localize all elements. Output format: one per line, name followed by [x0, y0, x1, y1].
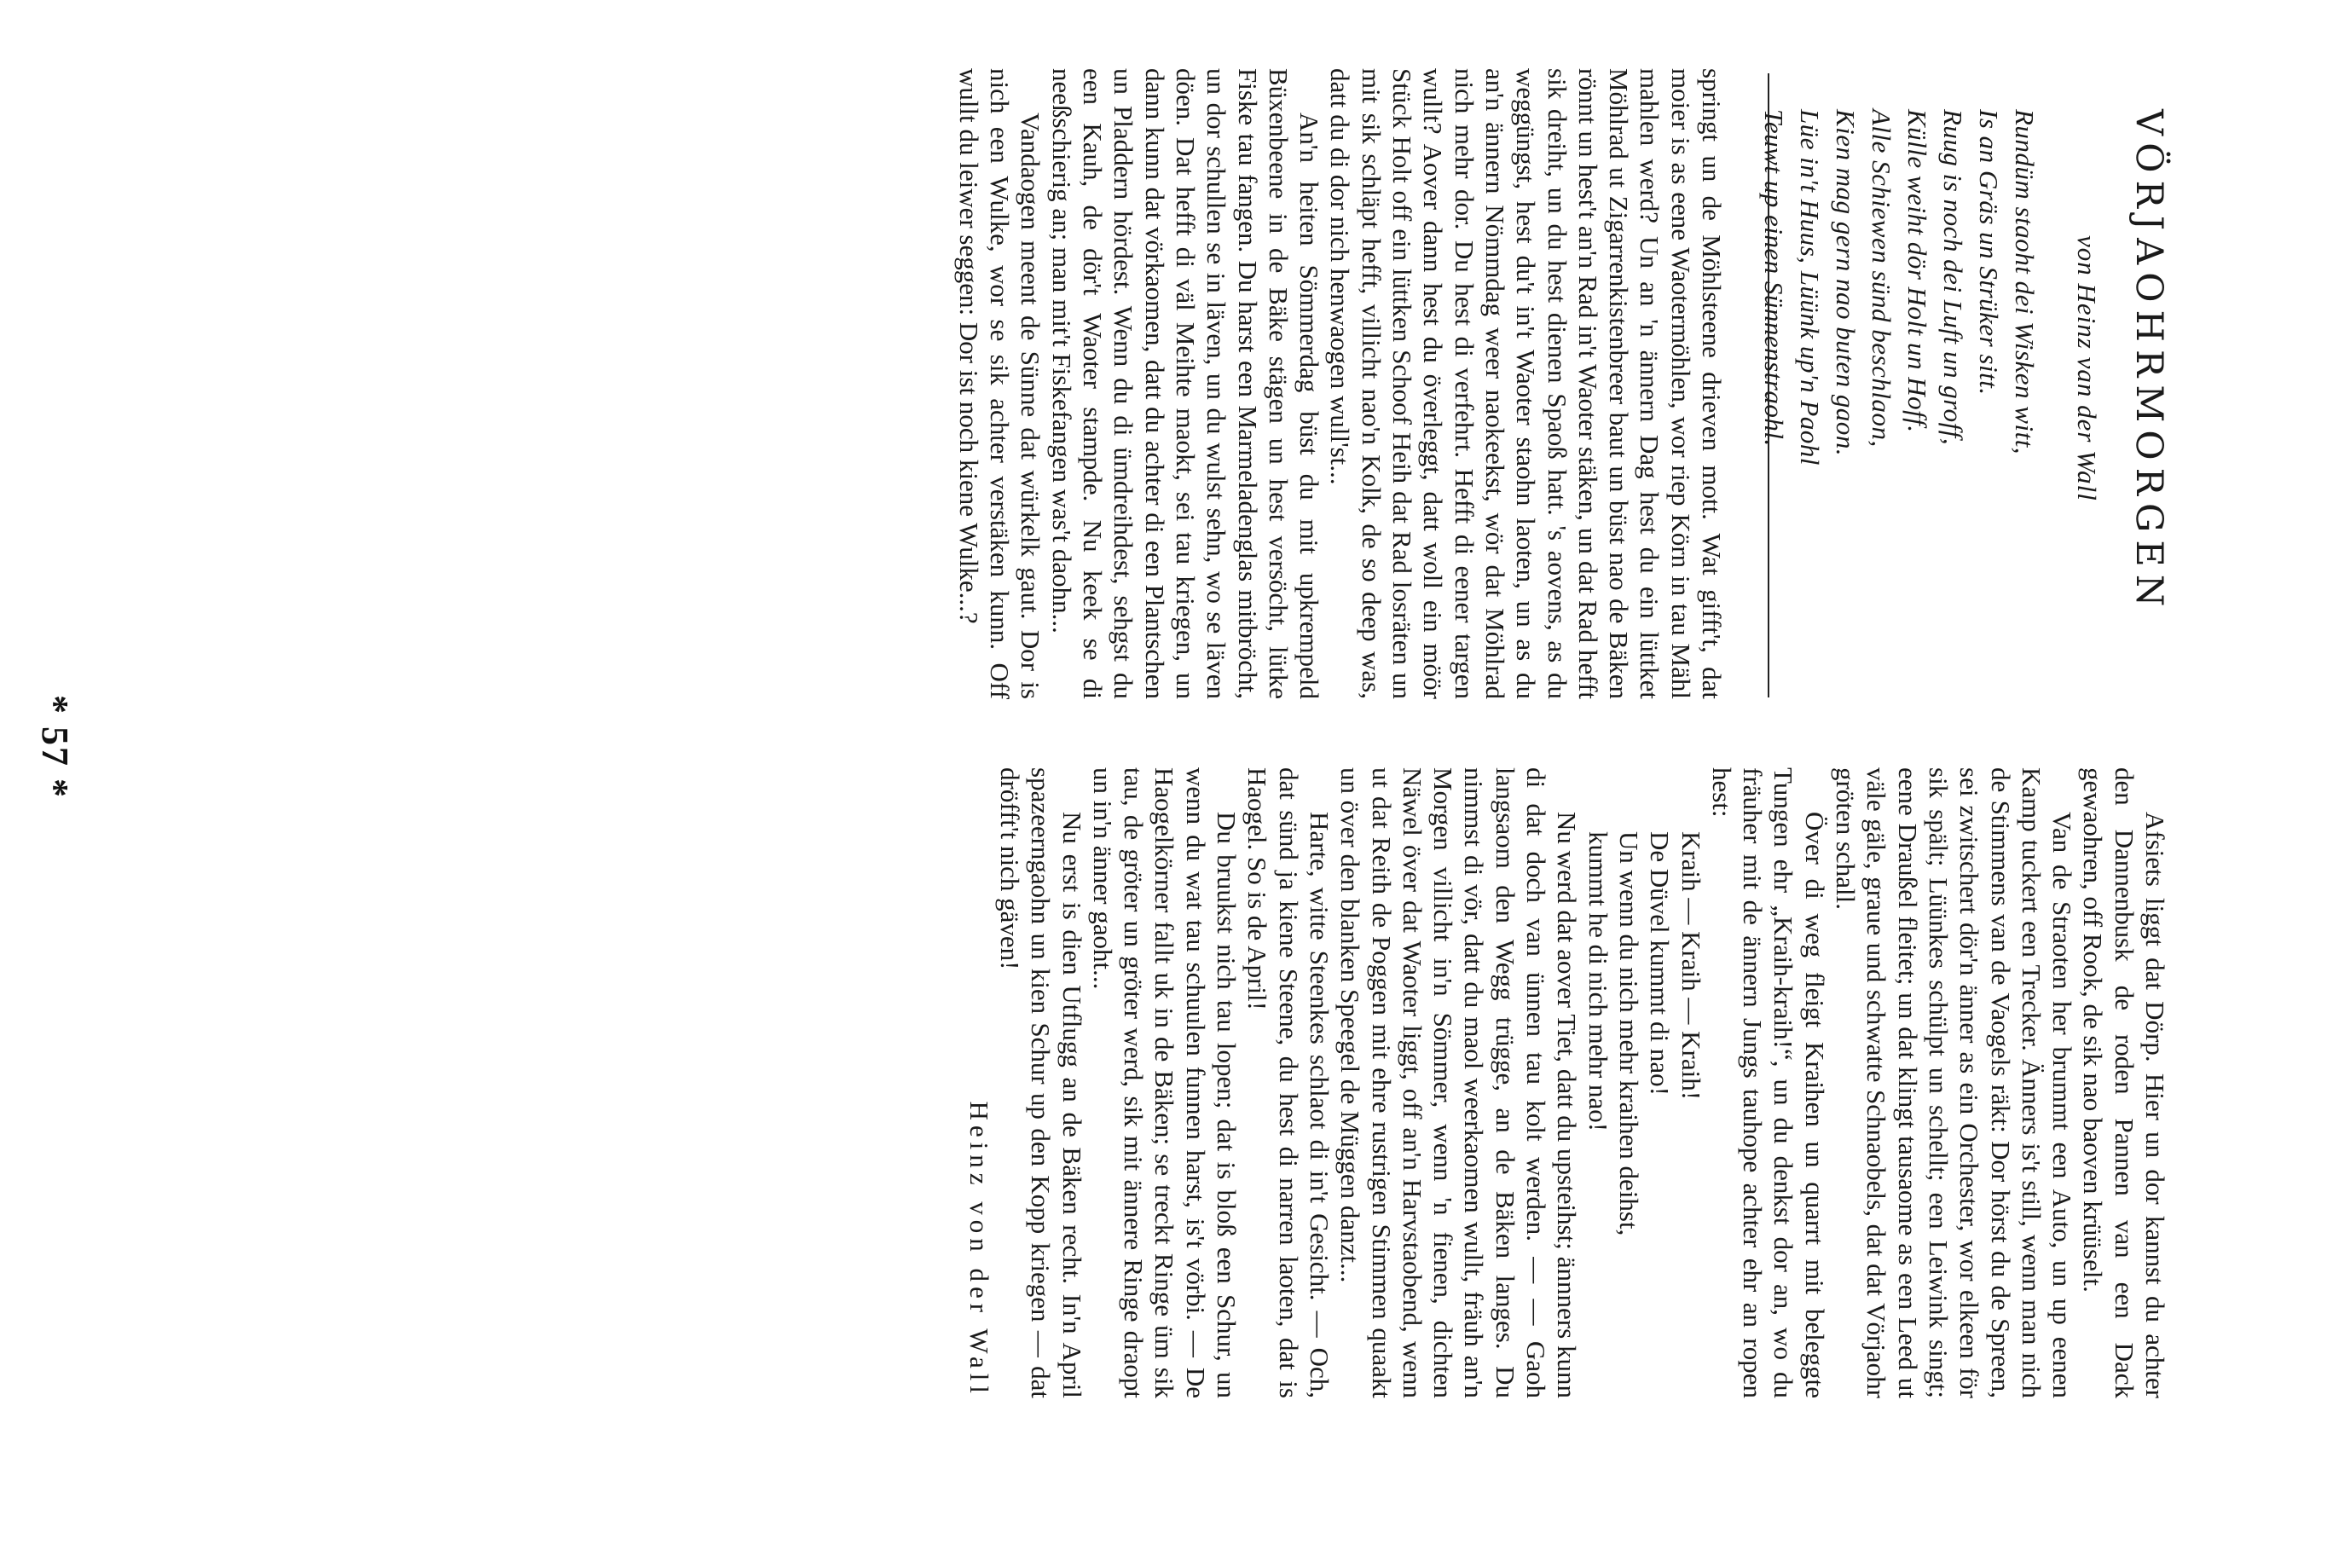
rhyme-line: Un wenn du nich mehr kraihen deihst,	[1613, 831, 1644, 1236]
paragraph: Harte, witte Steenkes schlaot di in't Gesicht. — Och, dat sünd ja kiene Steene, du hest di narren laoten, dat is Haogel. So is de April!	[1242, 767, 1334, 1398]
signature: Heinz von der Wall	[964, 1101, 994, 1398]
poem-line: Külle weiht dör Holt un Hoff.	[1902, 109, 1932, 433]
rhyme-line: Kraih — Kraih — Kraih!	[1676, 831, 1706, 1101]
rotated-text-block	[252, 68, 2170, 1568]
rhyme-line: kummt he di nich mehr nao!	[1583, 831, 1613, 1132]
poem-line: Alle Schiewen sünd beschlaon,	[1867, 109, 1896, 448]
article-author: von Heinz van der Wall	[2072, 235, 2102, 501]
poem	[1756, 109, 2042, 723]
poem-line: Lüe in't Huus, Lüünk up'n Paohl	[1795, 109, 1825, 466]
text-column-right	[252, 767, 2170, 1398]
paragraph: Över di weg fleigt Kraihen un quarrt mit beleggte Tungen ehr „Kraih-kraih!“, un du denkst dor an, wo du fräuher mit de ännern Jungs tauhope achter ehr an ropen hest:	[1706, 767, 1830, 1398]
paragraph: Van de Straoten her brummt een Auto, un up eenen Kamp tuckert een Trecker. Änners is't still, wenn man nich de Stimmens van de Vaogels räkt: Dor hörst du de Spreen, sei zwitschert dör'n änner as ein Orchester, wor elkeen för sik spält; Lüünkes schülpt un schellt; een Leiwink singt; eene Draußel fleitet; un dat klingt tausaome as een Leed ut väle gäle, graue und schwatte Schnaobels, dat dat Vörjaohr gröten schall.	[1831, 767, 2078, 1398]
paragraph: Nu werd dat aover Tiet, datt du upsteihst; ännners kunn di dat doch van ünnen tau kolt werden. — — Gaoh langsaom den Wegg trügge, an de Bäken langes. Du nimmst di vör, datt du maol weerkaomen wullt, fräuh an'n Morgen villicht in'n Sömmer, wenn 'n fienen, dichten Näwel över dat Waoter liggt, off an'n Harvstaobend, wenn ut dat Reith de Poggen mit ehre rustrigen Stimmen quaakt un över den blanken Speegel de Müggen danzt...	[1335, 767, 1583, 1398]
poem-line: Ruug is noch dei Luft un groff,	[1938, 109, 1968, 446]
paragraph: An'n heiten Sömmerdag büst du mit upkrempeld Büxenbeene in de Bäke stägen un hest versöcht, lütke Fiske tau fangen. Du harst een Marmeladenglas mitbröcht, un dor schullen se in läven, un du wulst sehn, wo se läven döen. Dat hefft di väl Meihte maokt, sei tau kriegen, un dann kunn dat vörkaomen, datt du achter di een Plantschen un Pladdern hördest. Wenn du di ümdreihdest, sehgst du een Kauh, de dör't Waoter stampde. Nu keek se di neeßschierig an; man mit't Fiskefangen was't daohn...	[1046, 68, 1325, 699]
page-number: * 57 *	[34, 695, 76, 799]
paragraph: Vandaogen meent de Sünne dat würkelk gaut. Dor is nich een Wulke, wor se sik achter verstäken kunn. Off wullt du leiwer seggen: Dor ist noch kiene Wulke...?	[953, 68, 1046, 699]
article-title: VÖRJAOHRMORGEN	[2127, 109, 2170, 615]
paragraph: Nu erst is dien Utflugg an de Bäken recht. In'n April spazeerngaohn un kien Schur up den Kopp kriegen — dat dröfft't nich gäven!	[995, 767, 1087, 1398]
poem-line: Teuwt up einen Sünnenstraohl.	[1759, 109, 1789, 447]
paragraph: springt un de Möhlsteene drieven mott. Wat gifft't, dat moier is as eene Waotermöhlen, wor riep Körn in tau Mähl mahlen werd? Un an 'n ännern Dag hest du ein lüttket Möhlrad ut Zigarrenkistenbreer baut un büst nao de Bäken rönnt un hest't an'n Rad in't Waoter stäken, un dat Rad hefft sik dreiht, un du hest dienen Spaoß hatt. 's aovens, as du weggüngst, hest du't in't Waoter staohn laoten, un as du an'n ännern Nömmdag weer naokeekst, wör dat Möhlrad nich mehr dor. Du hest di verfehrt. Hefft di eener targen wullt? Aover dann hest du överleggt, datt woll ein möör Stück Holt off ein lüttken Schoof Heih dat Rad losräten un mit sik schläpt hefft, villicht nao'n Kolk, de so deep was, datt du di dor nich henwaogen wull'st...	[1325, 68, 1727, 699]
poem-line: Kien mag gern nao buten gaon.	[1831, 109, 1861, 457]
paragraph: Afsiets liggt dat Dörp. Hier un dor kannst du achter den Dannenbusk de roden Pannen van een Dack gewaohren, off Rook, de sik nao baoven krüüselt.	[2078, 767, 2170, 1398]
rhyme-line: De Düvel kummt di nao!	[1645, 831, 1676, 1096]
poem-line: Rundüm staoht dei Wisken witt,	[2010, 109, 2040, 455]
paragraph: Du bruukst nich tau lopen; dat is bloß een Schur, un wenn du wat tau schuulen funnen harst, is't vörbi. — De Haogelkörner fallt uk in de Bäken; se treckt Ringe üm sik tau, de gröter un gröter werd, sik mit ännere Ringe draopt un in'n änner gaoht...	[1087, 767, 1242, 1398]
text-column-left	[260, 68, 1727, 699]
poem-line: Is an Gräs un Strüker sitt.	[1974, 109, 2004, 396]
divider-rule	[1768, 73, 1769, 697]
